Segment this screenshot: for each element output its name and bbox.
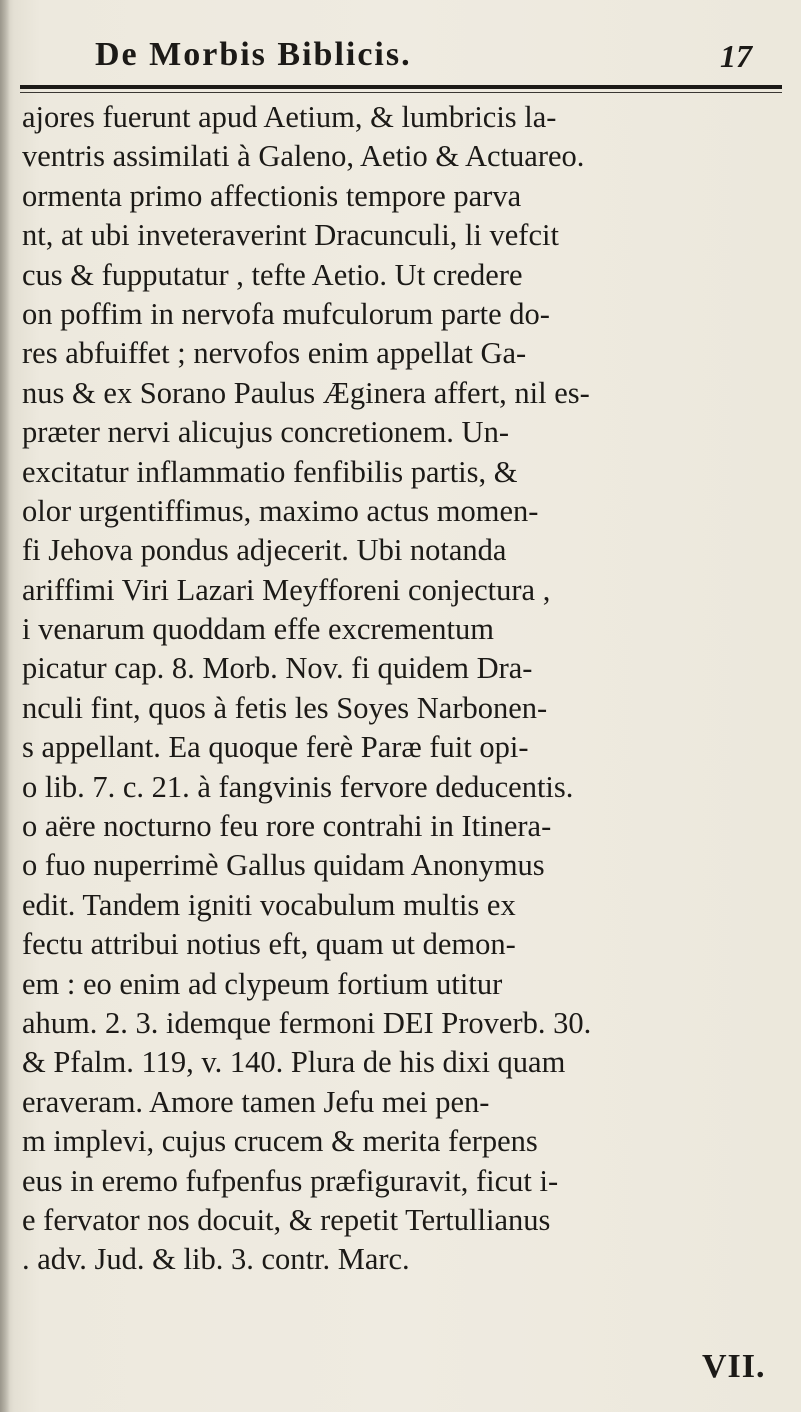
text-line: eus in eremo fufpenfus præfiguravit, ficut i- — [22, 1163, 559, 1198]
text-line: nt, at ubi inveteraverint Dracunculi, li vefcit — [22, 218, 559, 253]
body-text — [22, 98, 787, 1280]
text-line: ormenta primo affectionis tempore parva — [22, 178, 522, 213]
text-line: . adv. Jud. & lib. 3. contr. Marc. — [22, 1242, 410, 1277]
text-line: olor urgentiffimus, maximo actus momen- — [22, 493, 539, 528]
text-line: & Pfalm. 119, v. 140. Plura de his dixi quam — [22, 1045, 566, 1080]
text-line: on poffim in nervofa mufculorum parte do- — [22, 296, 550, 331]
text-line: em : eo enim ad clypeum fortium utitur — [22, 966, 503, 1001]
text-line: ajores fuerunt apud Aetium, & lumbricis la- — [22, 100, 557, 134]
text-line: o fuo nuperrimè Gallus quidam Anonymus — [22, 848, 545, 883]
text-line: nus & ex Sorano Paulus Æginera affert, nil es- — [22, 375, 590, 410]
text-line: e fervator nos docuit, & repetit Tertullianus — [22, 1202, 551, 1237]
text-line: fi Jehova pondus adjecerit. Ubi notanda — [22, 533, 507, 568]
text-line: ahum. 2. 3. idemque fermoni DEI Proverb. 30. — [22, 1005, 592, 1040]
page-number: 17 — [720, 38, 752, 74]
text-line: o aëre nocturno feu rore contrahi in Itinera- — [22, 809, 552, 844]
page-header — [0, 22, 801, 82]
text-line: edit. Tandem igniti vocabulum multis ex — [22, 887, 516, 922]
text-line: res abfuiffet ; nervofos enim appellat Ga- — [22, 336, 527, 371]
text-line: i venarum quoddam effe excrementum — [22, 612, 495, 647]
text-line: cus & fupputatur , tefte Aetio. Ut credere — [22, 257, 523, 292]
text-line: s appellant. Ea quoque ferè Paræ fuit opi- — [22, 730, 529, 765]
header-rule — [20, 85, 782, 89]
text-line: præter nervi alicujus concretionem. Un- — [22, 415, 509, 450]
text-line: ariffimi Viri Lazari Meyfforeni conjectura , — [22, 572, 551, 607]
text-line: ventris assimilati à Galeno, Aetio & Actuareo. — [22, 139, 585, 174]
gutter-shadow — [0, 0, 10, 1412]
text-line: excitatur inflammatio fenfibilis partis, & — [22, 454, 518, 489]
header-rule-thin — [20, 92, 782, 93]
running-title: De Morbis Biblicis. — [95, 36, 412, 73]
text-line: fectu attribui notius eft, quam ut demon- — [22, 927, 516, 962]
text-line: picatur cap. 8. Morb. Nov. fi quidem Dra- — [22, 651, 533, 686]
text-line: nculi fint, quos à fetis les Soyes Narbonen- — [22, 690, 548, 725]
catchword: VII. — [702, 1348, 766, 1385]
text-line: o lib. 7. c. 21. à fangvinis fervore deducentis. — [22, 769, 574, 804]
text-line: eraveram. Amore tamen Jefu mei pen- — [22, 1084, 490, 1119]
text-line: m implevi, cujus crucem & merita ferpens — [22, 1124, 538, 1159]
